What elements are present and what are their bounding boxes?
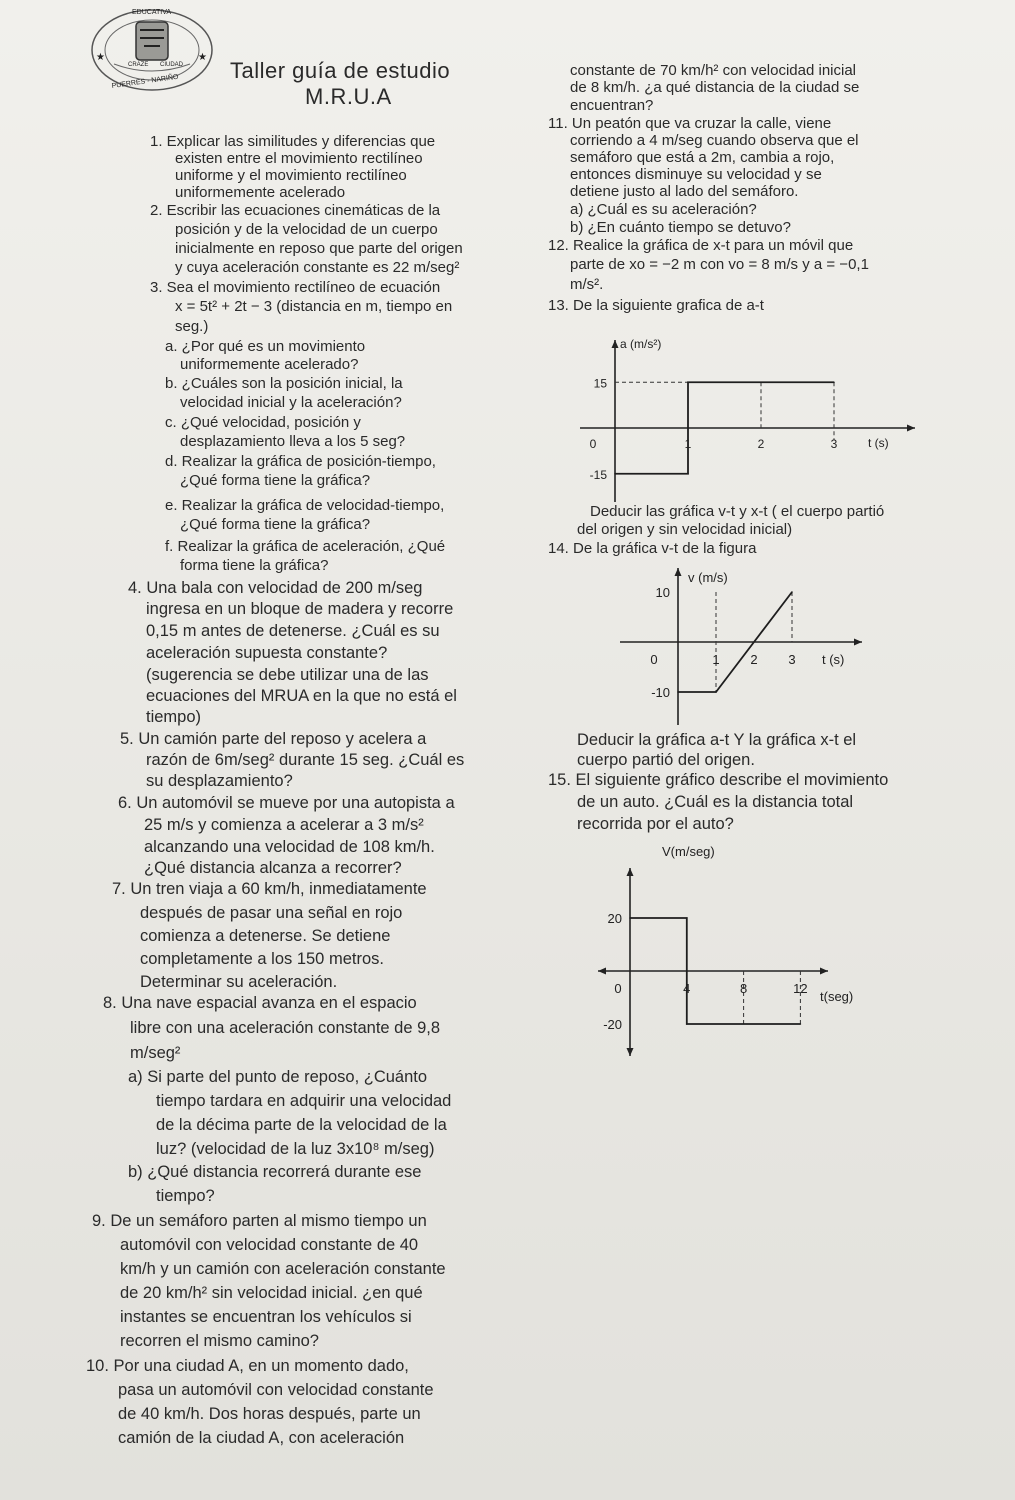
svg-text:★: ★ <box>96 52 105 63</box>
y-axis-label: v (m/s) <box>688 570 728 585</box>
svg-text:EDUCATIVA: EDUCATIVA <box>132 9 172 16</box>
x-tick-label-3: 3 <box>788 652 796 667</box>
y-tick-label-10: 10 <box>655 585 670 600</box>
y-tick-label--10: -10 <box>651 685 670 700</box>
y-axis-down-arrow <box>627 1048 634 1056</box>
data-point-2 <box>686 1023 688 1025</box>
x-tick-label-4: 4 <box>683 981 691 996</box>
data-point-1 <box>686 917 688 919</box>
x-axis-label: t (s) <box>822 652 845 667</box>
x-axis-label: t (s) <box>868 436 889 450</box>
svg-text:★: ★ <box>198 52 207 63</box>
y-tick-label-15: 15 <box>593 376 607 391</box>
data-point-3 <box>800 1023 802 1025</box>
x-axis-label: t(seg) <box>820 989 854 1004</box>
y-axis-label: V(m/seg) <box>662 844 715 859</box>
y-tick-label-20: 20 <box>607 911 622 926</box>
y-tick-label--15: -15 <box>589 467 607 482</box>
school-crest-logo <box>88 4 216 100</box>
chart-v-t-auto-graph <box>580 838 880 1078</box>
data-point-0 <box>677 691 679 693</box>
question-14: 14. De la gráfica v-t de la figura <box>548 540 757 557</box>
x-tick-label-0: 0 <box>589 437 597 451</box>
x-tick-label-1: 1 <box>712 652 720 667</box>
question-13: 13. De la siguiente grafica de a-t <box>548 297 764 314</box>
y-axis-label: a (m/s²) <box>620 337 662 351</box>
data-point-1 <box>715 691 717 693</box>
svg-text:CRAZE: CRAZE <box>128 62 149 68</box>
x-tick-label-0: 0 <box>650 652 658 667</box>
x-axis-left-arrow <box>598 968 606 975</box>
x-tick-label-0: 0 <box>614 981 622 996</box>
x-tick-label-1: 1 <box>684 437 692 451</box>
x-tick-label-2: 2 <box>757 437 765 451</box>
chart-v-t-graph <box>600 560 900 730</box>
worksheet-page: CRAZE CIUDAD PUERRES - NARIÑO EDUCATIVA ★ ★ Taller guía de estudio M.R.U.A 1. Explicar las similitudes y diferencias que existen entre el movimiento rectilíneo uniforme y el movimiento rectilíneo uniformemente acelerado 2. Escribir las ecuaciones cinemáticas de la posición y de la velocidad de un cuerpo inicialmente en reposo que parte del origen y cuya aceleración constante es 22 m/seg² 3. Sea el movimiento rectilíneo de ecuación x = 5t² + 2t − 3 (distancia en m, tiempo en seg.) a. ¿Por qué es un movimiento uniformemente acelerado? b. ¿Cuáles son la posición inicial, la velocidad inicial y la aceleración? c. ¿Qué velocidad, posición y desplazamiento lleva a los 5 seg? d. Realizar la gráfica de posición-tiempo, ¿Qué forma tiene la gráfica? e. Realizar la gráfica de velocidad-tiempo, ¿Qué forma tiene la gráfica? f. Realizar la gráfica de aceleración, ¿Qué forma tiene la gráfica? 4. Una bala con velocidad de 200 m/seg ingresa en un bloque de madera y recorre 0,15 m antes de detenerse. ¿Cuál es su aceleración supuesta constante? (sugerencia se debe utilizar una de las ecuaciones del MRUA en la que no está el tiempo) 5. Un camión parte del reposo y acelera a razón de 6m/seg² durante 15 seg. ¿Cuál es su desplazamiento? 6. Un automóvil se mueve por una autopista a 25 m/s y comienza a acelerar a 3 m/s² alcanzando una velocidad de 108 km/h. ¿Qué distancia alcanza a recorrer? 7. Un tren viaja a 60 km/h, inmediatamente después de pasar una señal en rojo comienza a detenerse. Se detiene completamente a los 150 metros. Determinar su aceleración. 8. Una nave espacial avanza en el espacio libre con una aceleración constante de 9,8 m/seg² a) Si parte del punto de reposo, ¿Cuánto tiempo tardara en adquirir una velocidad de la décima parte de la velocidad de la luz? (velocidad de la luz 3x10⁸ m/seg) b) ¿Qué distancia recorrerá durante ese tiempo? 9. De un semáforo parten al mismo tiempo un automóvil con velocidad constante de 40 km/h y un camión con aceleración constante de 20 km/h² sin velocidad inicial. ¿en qué instantes se encuentran los vehículos si recorren el mismo camino? 10. Por una ciudad A, en un momento dado, pasa un automóvil con velocidad constante de 40 km/h. Dos horas después, parte un camión de la ciudad A, con aceleración constante de 70 km/h² con velocidad inicial de 8 km/h. ¿a qué distancia de la ciudad se encuentran? 11. Un peatón que va cruzar la calle, viene corriendo a 4 m/seg cuando observa que el semáforo que está a 2m, cambia a rojo, entonces disminuye su velocidad y se detiene justo al lado del semáforo. a) ¿Cuál es su aceleración? b) ¿En cuánto tiempo se detuvo? 12. Realice la gráfica de x-t para un móvil que parte de xo = −2 m con vo = 8 m/s y a = −0,1 m/s². 13. De la siguiente grafica de a-t 0 1 2 3 15 -15 t (s) a (m/s²) Deducir las gráfica v-t y x-t ( el cuerpo partió del origen y sin velocidad inicial) 14. De la gráfica v-t de la figura 0 1 2 3 10 -10 t (s) v (m/s) Deducir la gráfica a-t Y la gráfica x-t el cuerpo partió del origen. 15. El siguiente gráfico describe el movimiento de un auto. ¿Cuál es la distancia total recorrida por el auto? 0 4 8 12 20 -20 t(seg) V(m/seg) <box>0 0 1015 1500</box>
worksheet-subtitle: M.R.U.A <box>305 84 392 109</box>
data-point-2 <box>791 591 793 593</box>
y-axis-arrow <box>627 868 634 876</box>
data-point-2 <box>687 381 689 383</box>
data-point-3 <box>833 381 835 383</box>
y-axis-arrow <box>612 340 619 348</box>
y-tick-label--20: -20 <box>603 1017 622 1032</box>
data-point-1 <box>687 473 689 475</box>
data-point-0 <box>614 473 616 475</box>
x-axis-arrow <box>854 639 862 646</box>
x-axis-arrow <box>820 968 828 975</box>
svg-text:PUERRES - NARIÑO: PUERRES - NARIÑO <box>111 73 179 90</box>
x-tick-label-3: 3 <box>830 437 838 451</box>
x-axis-arrow <box>907 425 915 432</box>
y-axis-arrow <box>675 568 682 576</box>
x-tick-label-8: 8 <box>739 981 748 996</box>
x-tick-label-12: 12 <box>793 981 808 996</box>
worksheet-title: Taller guía de estudio <box>230 58 451 83</box>
chart-a-t-graph <box>560 330 940 510</box>
svg-text:CIUDAD: CIUDAD <box>160 62 184 68</box>
x-tick-label-2: 2 <box>750 652 758 667</box>
data-point-0 <box>629 917 631 919</box>
